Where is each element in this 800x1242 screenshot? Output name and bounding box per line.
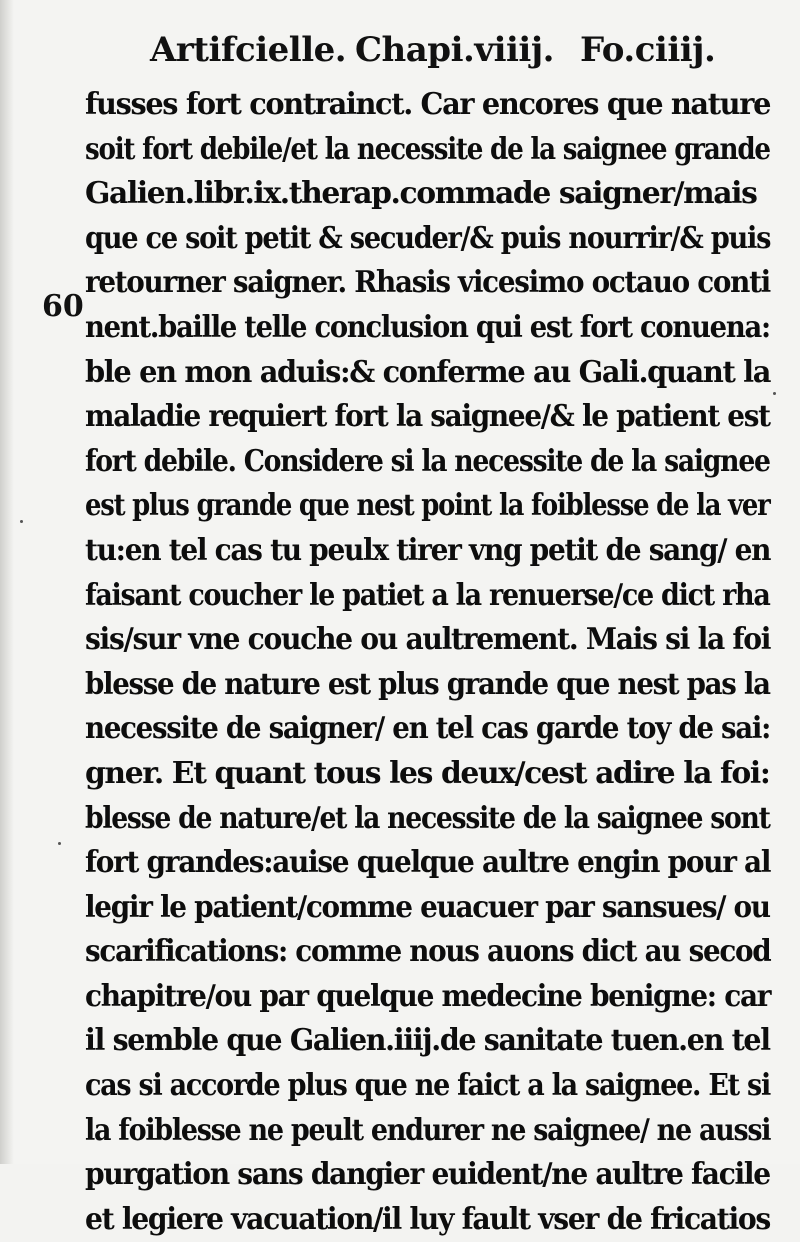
text-line: nent.baille telle conclusion qui est fort conuena: [85,309,770,345]
text-line: Galien.libr.ix.therap.commade saigner/mais [85,176,757,212]
text-line: retourner saigner. Rhasis vicesimo octauo conti [85,265,770,301]
text-line: soit fort debile/et la necessite de la saignee grande [85,131,770,167]
text-line: fort grandes:auise quelque aultre engin pour al [85,845,771,881]
paper-speck [20,520,23,523]
text-line: blesse de nature est plus grande que nest pas la [85,666,770,702]
text-line: ble en mon aduis:& conferme au Gali.quant la [85,354,771,390]
text-line: fusses fort contrainct. Car encores que nature [85,87,771,122]
running-head [150,30,750,90]
text-line: blesse de nature/et la necessite de la saignee sont [85,800,770,836]
running-head-folio: Fo.ciiij. [580,30,716,70]
text-line: et legiere vacuation/il luy fault vser de fricatios [85,1201,770,1237]
running-head-chapter: Chapi.viiij. [355,30,554,70]
text-line: la foiblesse ne peult endurer ne saignee/ ne aussi [85,1112,771,1148]
paper-speck [773,392,776,395]
text-line: gner. Et quant tous les deux/cest adire la foi: [85,755,770,791]
text-line: sis/sur vne couche ou aultrement. Mais si la foi [85,622,771,658]
text-line: il semble que Galien.iiij.de sanitate tuen.en tel [85,1023,770,1059]
text-line: est plus grande que nest point la foiblesse de la ver [85,488,770,524]
text-line: purgation sans dangier euident/ne aultre facile [85,1157,770,1193]
paper-speck [58,842,61,845]
text-line: scarifications: comme nous auons dict au secod [85,934,771,970]
margin-line-number: 60 [42,289,84,324]
body-text [85,83,775,1242]
page-gutter-shadow [0,0,14,1164]
text-line: fort debile. Considere si la necessite de la saignee [85,443,770,479]
text-line: chapitre/ou par quelque medecine benigne: car [85,978,771,1014]
text-line: tu:en tel cas tu peulx tirer vng petit de sang/ en [85,532,771,568]
text-line: faisant coucher le patiet a la renuerse/ce dict rha [85,577,770,613]
text-line: legir le patient/comme euacuer par sansues/ ou [85,889,770,925]
text-line: necessite de saigner/ en tel cas garde toy de sai: [85,711,771,747]
text-line: cas si accorde plus que ne faict a la saignee. Et si [85,1068,770,1104]
text-line: maladie requiert fort la saignee/& le patient est [85,399,770,435]
text-line: que ce soit petit & secuder/& puis nourrir/& puis [85,220,771,256]
running-head-title: Artifcielle. [150,30,347,70]
